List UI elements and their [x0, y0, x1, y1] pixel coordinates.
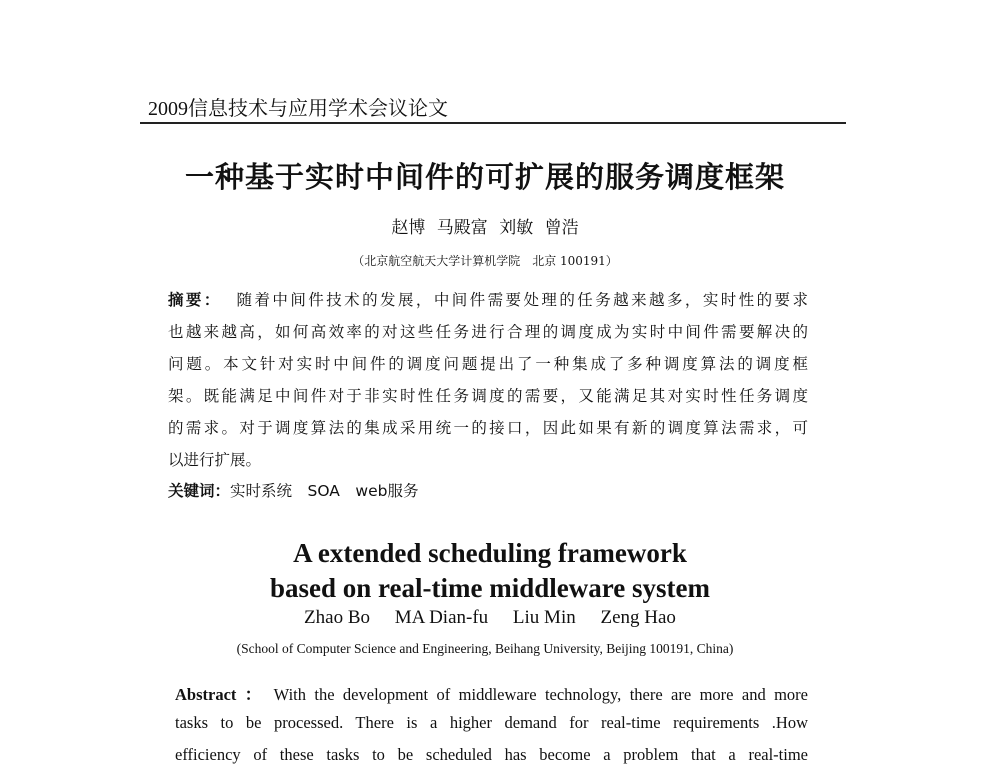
author: Zhao Bo	[304, 607, 371, 628]
abstract-text: 随着中间件技术的发展，中间件需要处理的任务越来越多，实时性的要求	[236, 291, 808, 309]
author: 马殿富	[436, 218, 488, 238]
english-title-line: A extended scheduling framework	[293, 538, 687, 568]
author: MA Dian-fu	[394, 607, 489, 628]
header-rule	[140, 122, 846, 124]
author: 赵博	[391, 218, 426, 238]
chinese-abstract-line	[168, 288, 808, 310]
abstract-label: 摘要：	[168, 291, 222, 309]
chinese-affiliation: （北京航空航天大学计算机学院 北京 100191）	[352, 254, 618, 268]
chinese-keywords	[168, 479, 808, 501]
chinese-abstract-line: 架。既能满足中间件对于非实时性任务调度的需要，又能满足其对实时性任务调度	[168, 387, 808, 405]
chinese-title: 一种基于实时中间件的可扩展的服务调度框架	[184, 160, 785, 194]
abstract-text: With the development of middleware technology, there are more and more	[273, 685, 808, 704]
chinese-abstract-line: 的需求。对于调度算法的集成采用统一的接口，因此如果有新的调度算法需求，可	[168, 419, 808, 437]
abstract-label: Abstract ：	[175, 685, 266, 704]
author: 刘敏	[499, 218, 534, 238]
english-affiliation: (School of Computer Science and Engineering, Beihang University, Beijing 100191, China)	[236, 641, 734, 656]
chinese-authors	[0, 213, 970, 238]
author: Liu Min	[512, 607, 576, 628]
english-abstract-line	[175, 681, 808, 705]
running-header: 2009信息技术与应用学术会议论文	[148, 98, 448, 120]
keywords-label: 关键词：	[168, 482, 231, 500]
keywords-text: 实时系统 SOA web服务	[230, 482, 419, 500]
author: Zeng Hao	[600, 607, 676, 628]
chinese-abstract-line: 也越来越高，如何高效率的对这些任务进行合理的调度成为实时中间件需要解决的	[168, 323, 808, 341]
english-abstract-line: tasks to be processed. There is a higher demand for real-time requirements .How	[175, 713, 808, 732]
author: 曾浩	[544, 218, 579, 238]
english-title-line: based on real-time middleware system	[270, 573, 710, 603]
chinese-abstract-line: 问题。本文针对实时中间件的调度问题提出了一种集成了多种调度算法的调度框	[168, 355, 808, 373]
english-authors	[0, 607, 980, 629]
english-abstract-line: efficiency of these tasks to be scheduled has become a problem that a real-time	[175, 745, 808, 764]
chinese-abstract-line: 以进行扩展。	[168, 451, 262, 469]
